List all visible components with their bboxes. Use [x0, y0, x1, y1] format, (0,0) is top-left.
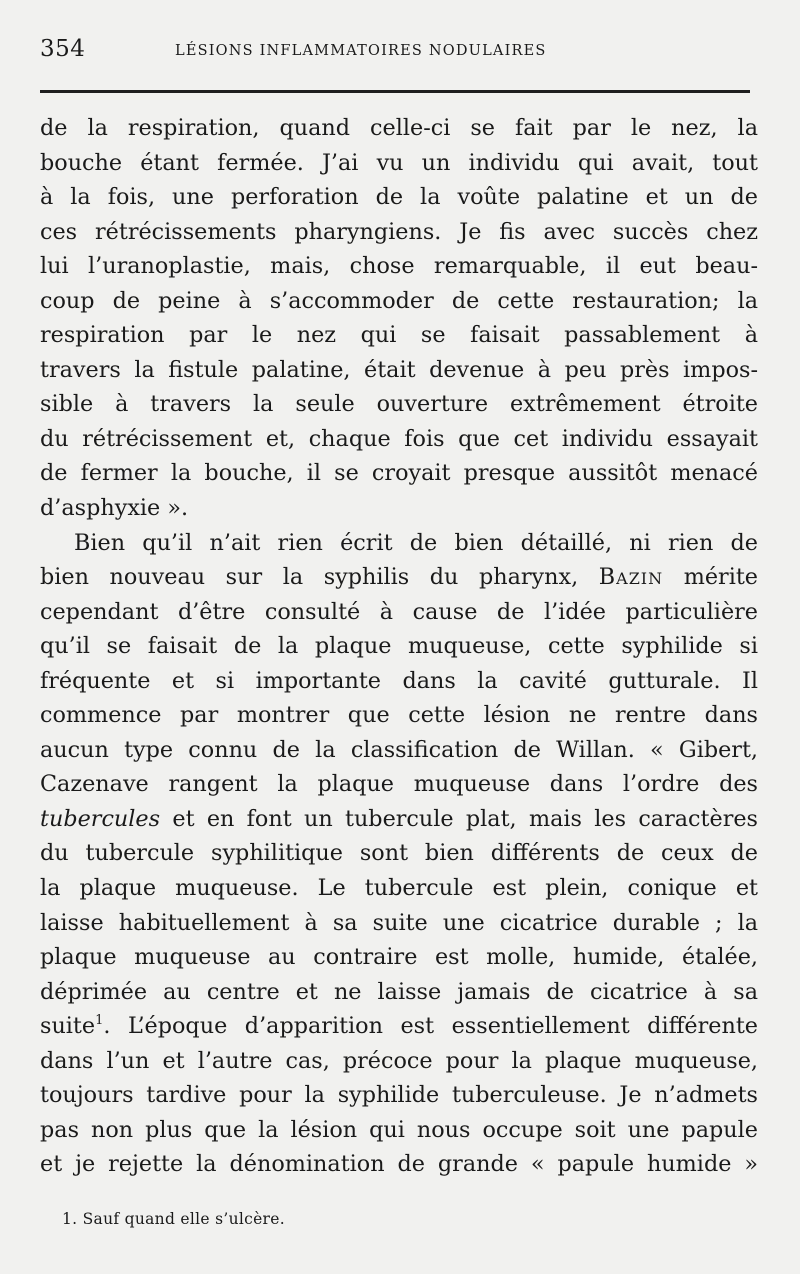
line-text: mérite — [663, 564, 758, 591]
body-text — [40, 111, 758, 1182]
text-line: et je rejette la dénomination de grande « papule humide » — [40, 1151, 758, 1178]
text-line: travers la fistule palatine, était devenue à peu près impos- — [40, 356, 758, 383]
text-line: plaque muqueuse au contraire est molle, humide, étalée, — [40, 944, 758, 971]
text-line: à la fois, une perforation de la voûte palatine et un de — [40, 184, 758, 211]
text-line: pas non plus que la lésion qui nous occupe soit une papule — [40, 1116, 758, 1143]
text-line: Cazenave rangent la plaque muqueuse dans l’ordre des — [40, 771, 758, 798]
line-text: . L’époque d’apparition est essentiellement différente — [103, 1013, 758, 1040]
text-line: qu’il se faisait de la plaque muqueuse, cette syphilide si — [40, 633, 758, 660]
page-header — [40, 36, 758, 76]
text-line: toujours tardive pour la syphilide tuberculeuse. Je n’admets — [40, 1082, 758, 1109]
text-line: de fermer la bouche, il se croyait presque aussitôt menacé — [40, 460, 758, 487]
author-name-smallcaps: Bazin — [598, 564, 664, 591]
line-text: bien nouveau sur la syphilis du pharynx, — [40, 564, 599, 591]
text-line: du rétrécissement et, chaque fois que cet individu essayait — [40, 425, 758, 452]
text-line — [40, 802, 758, 837]
text-line: de la respiration, quand celle-ci se fait par le nez, la — [40, 115, 758, 141]
text-line: aucun type connu de la classification de Willan. « Gibert, — [40, 736, 758, 763]
text-line: du tubercule syphilitique sont bien différents de ceux de — [40, 840, 758, 867]
text-line: sible à travers la seule ouverture extrêmement étroite — [40, 391, 758, 418]
text-line: lui l’uranoplastie, mais, chose remarquable, il eut beau- — [40, 253, 758, 280]
footnote: 1. Sauf quand elle s’ulcère. — [62, 1210, 285, 1228]
text-line — [40, 1009, 758, 1044]
running-title: LÉSIONS INFLAMMATOIRES NODULAIRES — [175, 43, 547, 59]
paragraph-start-line: Bien qu’il n’ait rien écrit de bien détaillé, ni rien de — [74, 529, 758, 556]
text-line: commence par montrer que cette lésion ne rentre dans — [40, 702, 758, 729]
text-line: bouche étant fermée. J’ai vu un individu qui avait, tout — [40, 149, 758, 176]
italic-term: tubercules — [40, 805, 161, 832]
text-line: déprimée au centre et ne laisse jamais de cicatrice à sa — [40, 978, 758, 1005]
text-line: respiration par le nez qui se faisait passablement à — [40, 322, 758, 349]
page-number: 354 — [40, 36, 86, 62]
line-text: suite — [40, 1013, 96, 1040]
header-rule — [40, 90, 750, 93]
line-text: et en font un tubercule plat, mais les caractères — [160, 805, 758, 832]
text-line: ces rétrécissements pharyngiens. Je fis avec succès chez — [40, 218, 758, 245]
text-line: la plaque muqueuse. Le tubercule est plein, conique et — [40, 875, 758, 902]
text-line: laisse habituellement à sa suite une cicatrice durable ; la — [40, 909, 758, 936]
text-line — [40, 560, 758, 595]
text-line: dans l’un et l’autre cas, précoce pour la plaque muqueuse, — [40, 1047, 758, 1074]
text-line: coup de peine à s’accommoder de cette restauration; la — [40, 287, 758, 314]
text-line: fréquente et si importante dans la cavité gutturale. Il — [40, 667, 758, 694]
text-line: d’asphyxie ». — [40, 495, 189, 522]
text-line: cependant d’être consulté à cause de l’idée particulière — [40, 598, 758, 625]
footnote-marker: 1 — [95, 1013, 104, 1029]
